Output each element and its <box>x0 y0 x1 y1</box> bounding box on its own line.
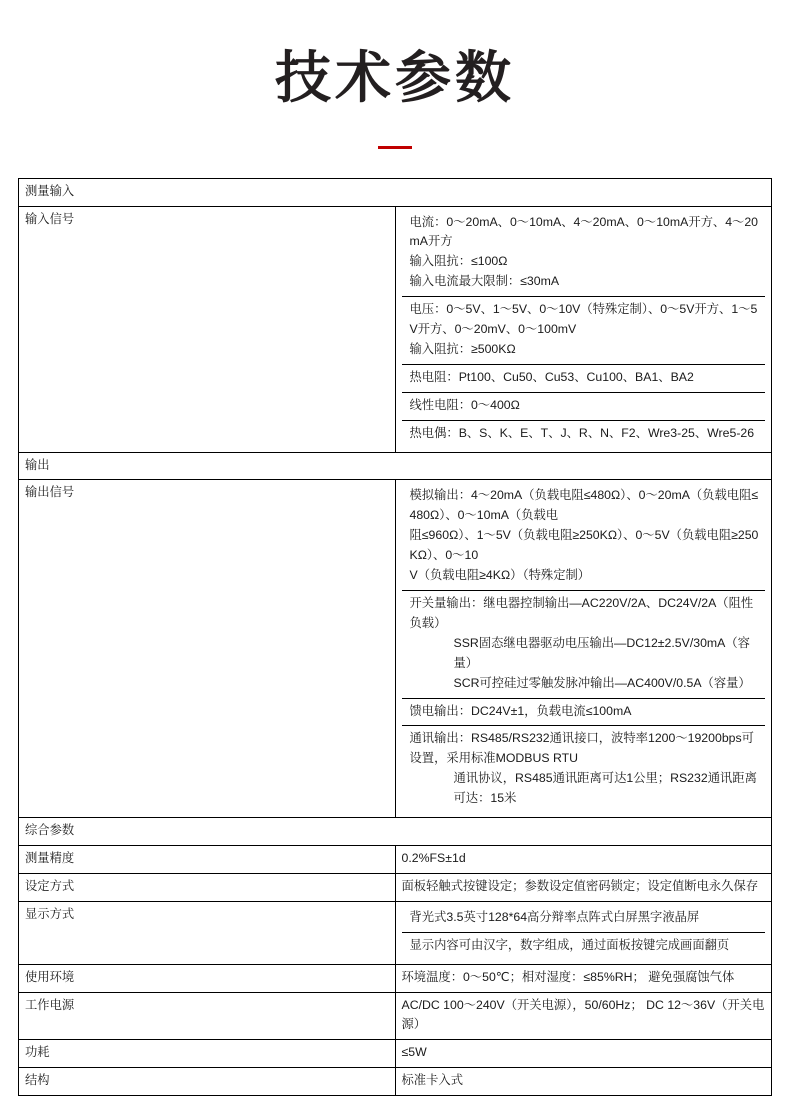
cell-line: 通讯协议，RS485通讯距离可达1公里；RS232通讯距离可达：15米 <box>453 771 757 806</box>
list-item <box>402 905 766 932</box>
table-row <box>19 480 772 818</box>
row-label-setting-method: 设定方式 <box>19 873 396 901</box>
list-item <box>402 364 766 392</box>
page-title: 技术参数 <box>275 46 515 111</box>
cell-line: 输入阻抗：≤100Ω <box>409 254 508 269</box>
list-item <box>402 726 766 813</box>
cell: 线性电阻：0～400Ω <box>402 392 766 420</box>
table-row <box>19 452 772 480</box>
specifications-table <box>18 178 772 1096</box>
cell <box>402 483 766 590</box>
table-row <box>19 206 772 452</box>
table-row <box>19 178 772 206</box>
cell <box>402 297 766 365</box>
row-label-input-signal: 输入信号 <box>19 206 396 452</box>
sub-table <box>402 210 766 448</box>
cell <box>402 210 766 297</box>
list-item <box>402 932 766 959</box>
list-item <box>402 297 766 365</box>
list-item <box>402 210 766 297</box>
cell-line: 阻≤960Ω）、1～5V（负载电阻≥250KΩ）、0～5V（负载电阻≥250KΩ）、0～10 <box>409 528 759 563</box>
row-label-environment: 使用环境 <box>19 964 396 992</box>
section-header-output: 输出 <box>19 452 772 480</box>
row-label-accuracy: 测量精度 <box>19 845 396 873</box>
cell-line: V（负载电阻≥4KΩ）（特殊定制） <box>409 568 591 583</box>
row-label-power-consumption: 功耗 <box>19 1040 396 1068</box>
accent-rule <box>378 146 412 149</box>
cell: 馈电输出：DC24V±1，负载电流≤100mA <box>402 698 766 726</box>
list-item <box>402 698 766 726</box>
sub-table <box>402 905 766 960</box>
cell-line: SSR固态继电器驱动电压输出—DC12±2.5V/30mA（容量） <box>453 635 750 670</box>
row-value-power-consumption: ≤5W <box>395 1040 772 1068</box>
table-row <box>19 818 772 846</box>
list-item <box>402 392 766 420</box>
table-row <box>19 1068 772 1096</box>
row-value-input-signal <box>395 206 772 452</box>
cell-line: 输入阻抗：≥500KΩ <box>409 341 516 356</box>
title-divider <box>0 136 790 154</box>
table-row <box>19 845 772 873</box>
row-label-power-supply: 工作电源 <box>19 992 396 1040</box>
cell <box>402 726 766 813</box>
cell <box>402 591 766 699</box>
row-value-power-supply: AC/DC 100～240V（开关电源），50/60Hz； DC 12～36V（开关电源） <box>395 992 772 1040</box>
table-row <box>19 873 772 901</box>
list-item <box>402 420 766 447</box>
row-label-structure: 结构 <box>19 1068 396 1096</box>
cell-line: 电流：0～20mA、0～10mA、4～20mA、0～10mA开方、4～20mA开方 <box>409 214 759 249</box>
cell-line: 电压：0～5V、1～5V、0～10V（特殊定制）、0～5V开方、1～5V开方、0～20mV、0～100mV <box>409 302 758 337</box>
row-value-structure: 标准卡入式 <box>395 1068 772 1096</box>
list-item <box>402 591 766 699</box>
cell-line: 输入电流最大限制：≤30mA <box>409 274 560 289</box>
table-row <box>19 901 772 964</box>
row-value-output-signal <box>395 480 772 818</box>
row-label-output-signal: 输出信号 <box>19 480 396 818</box>
section-header-general: 综合参数 <box>19 818 772 846</box>
section-header-measure-input: 测量输入 <box>19 178 772 206</box>
row-value-environment: 环境温度：0～50℃；相对湿度：≤85%RH； 避免强腐蚀气体 <box>395 964 772 992</box>
sub-table <box>402 483 766 813</box>
table-row <box>19 964 772 992</box>
cell: 背光式3.5英寸128*64高分辩率点阵式白屏黑字液晶屏 <box>402 905 766 932</box>
list-item <box>402 483 766 590</box>
cell-line: 开关量输出：继电器控制输出—AC220V/2A、DC24V/2A（阻性负载） <box>409 596 754 630</box>
cell-line: 模拟输出：4～20mA（负载电阻≤480Ω）、0～20mA（负载电阻≤480Ω）、0～10mA（负载电 <box>409 488 759 523</box>
row-value-setting-method: 面板轻触式按键设定；参数设定值密码锁定；设定值断电永久保存 <box>395 873 772 901</box>
cell: 热电阻：Pt100、Cu50、Cu53、Cu100、BA1、BA2 <box>402 364 766 392</box>
table-row <box>19 1040 772 1068</box>
row-label-display-method: 显示方式 <box>19 901 396 964</box>
row-value-accuracy: 0.2%FS±1d <box>395 845 772 873</box>
cell: 热电偶：B、S、K、E、T、J、R、N、F2、Wre3-25、Wre5-26 <box>409 425 755 440</box>
cell-line: SCR可控硅过零触发脉冲输出—AC400V/0.5A（容量） <box>453 675 751 690</box>
row-value-display-method <box>395 901 772 964</box>
cell-line: 通讯输出：RS485/RS232通讯接口，波特率1200～19200bps可设置，采用标准MODBUS RTU <box>409 731 754 766</box>
specifications-table-body <box>19 178 772 1096</box>
table-row <box>19 992 772 1040</box>
cell: 显示内容可由汉字，数字组成，通过面板按键完成画面翻页 <box>409 937 730 952</box>
